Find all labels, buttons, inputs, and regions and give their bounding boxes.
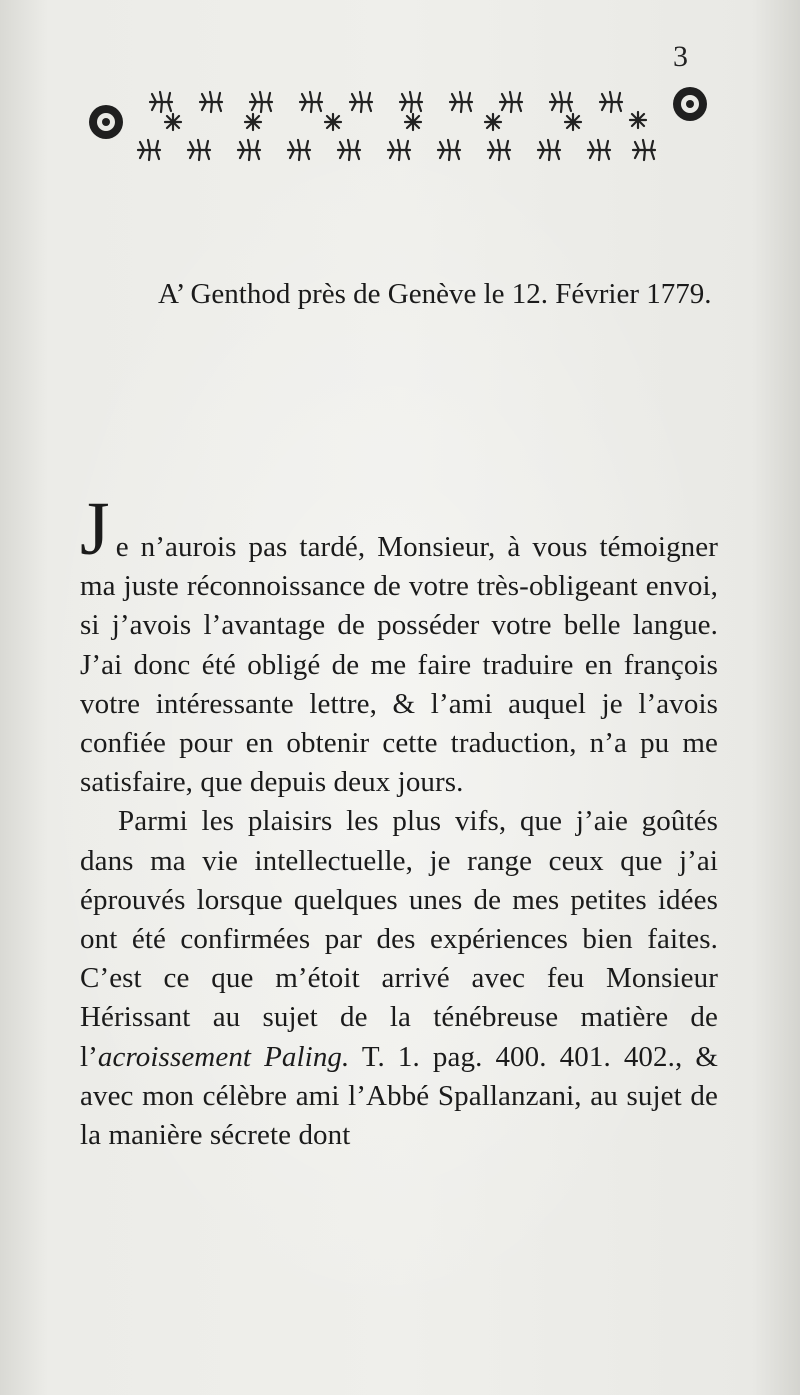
paragraph-2-italic: acroissement Paling. [97, 1040, 350, 1073]
drop-cap: J [80, 487, 110, 571]
paragraph-2-text-b: T. 1. pag. 400. 401. 402., & avec mon célèbre ami l’Abbé Spallanzani, au sujet de la manière sécrete dont [80, 1040, 719, 1152]
page-number: 3 [673, 40, 688, 73]
paragraph-2-text-a: Parmi les plaisirs les plus vifs, que j’aie goûtés dans ma vie intellectuelle, je range ceux que j’ai éprouvés lorsque quelques unes de mes petites idées ont été confirmées par des expériences bien faites. C’est ce que m’étoit arrivé avec feu Monsieur Hérissant au sujet de la ténébreuse matière de l’ [80, 805, 718, 1073]
paragraph-1 [80, 487, 718, 802]
paragraph-1-text: e n’aurois pas tardé, Monsieur, à vous témoigner ma juste réconnoissance de votre très-obligeant envoi, si j’avois l’avantage de posséder votre belle langue. J’ai donc été obligé de me faire traduire en françois votre intéressante lettre, & l’ami auquel je l’avois confiée pour en obtenir cette traduction, n’a pu me satisfaire, que depuis deux jours. [80, 531, 718, 799]
paragraph-2 [80, 802, 718, 1155]
letter-dateline: A’ Genthod près de Genève le 12. Février 1779. [158, 278, 712, 310]
letter-body [80, 487, 719, 1155]
floral-ornament-band [78, 72, 718, 172]
